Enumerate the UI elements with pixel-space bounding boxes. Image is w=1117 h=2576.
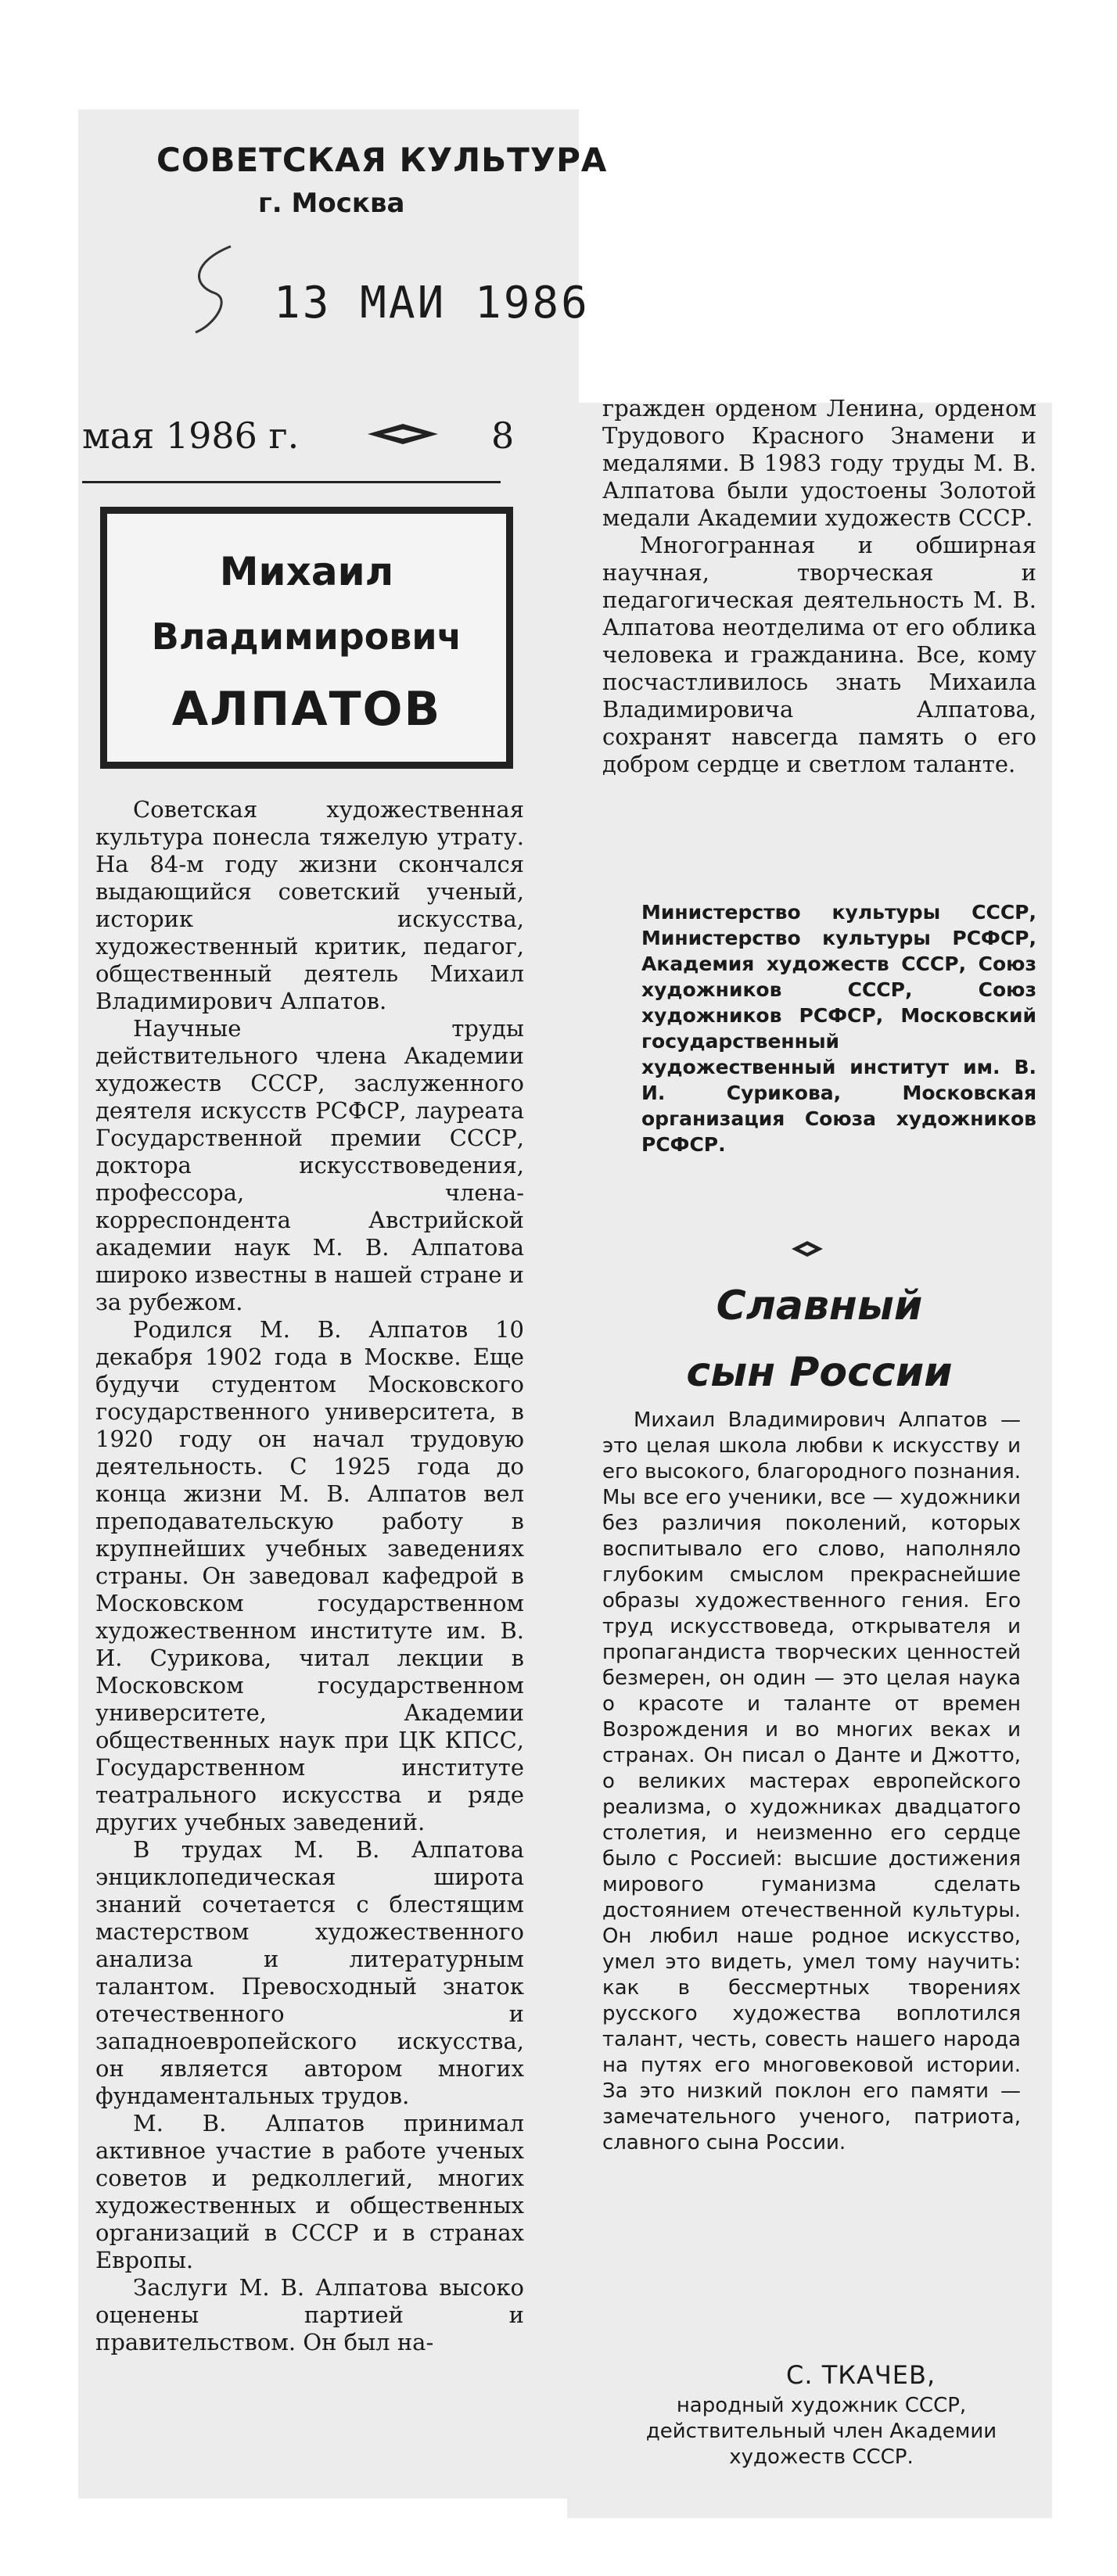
paragraph: М. В. Алпатов принимал активное участие в работе ученых советов и редколлегий, многих художественных и общественных организаций в СССР и в странах Европы. bbox=[95, 2110, 524, 2273]
stamp-newspaper-name: СОВЕТСКАЯ КУЛЬТУРА bbox=[156, 141, 608, 179]
paragraph: Многогранная и обширная научная, творческая и педагогическая деятельность М. В. Алпатова неотделима от его облика человека и гражданина. Все, кому посчастливилось знать Михаила Владимировича Алпатова, сохранят навсегда память о его добром сердце и светлом таланте. bbox=[602, 532, 1037, 777]
paragraph: Родился М. В. Алпатов 10 декабря 1902 года в Москве. Еще будучи студентом Московского государственного университета, в 1920 году он начал трудовую деятельность. С 1925 года до конца жизни М. В. Алпатов вел преподавательскую работу в крупнейших учебных заведениях страны. Он заведовал кафедрой в Московском государственном художественном институте им. В. И. Сурикова, читал лекции в Московском государственном университете, Академии общественных наук при ЦК КПСС, Государственном институте театрального искусства и ряде других учебных заведений. bbox=[95, 1316, 524, 1835]
issue-date: мая 1986 г. bbox=[82, 414, 300, 457]
name-patronymic: Владимирович bbox=[151, 615, 462, 658]
stamp-city: г. Москва bbox=[258, 188, 405, 219]
handwritten-mark-icon bbox=[184, 239, 246, 340]
obituary-right-column bbox=[602, 395, 1036, 778]
stamp-date: 13 МАИ 1986 bbox=[274, 278, 590, 328]
header-rule bbox=[82, 481, 501, 483]
obituary-name-box bbox=[100, 507, 513, 769]
obituary-left-column bbox=[95, 796, 524, 2356]
page-number: 8 bbox=[491, 414, 515, 457]
paragraph: Советская художественная культура понесла тяжелую утрату. На 84-м году жизни скончался выдающийся советский ученый, историк искусства, художественный критик, педагог, общественный деятель Михаил Владимирович Алпатов. bbox=[95, 796, 524, 1014]
paragraph: Научные труды действительного члена Академии художеств СССР, заслуженного деятеля искусств РСФСР, лауреата Государственной премии СССР, доктора искусствоведения, профессора, члена-корреспондента Австрийской академии наук М. В. Алпатова широко известны в нашей стране и за рубежом. bbox=[95, 1015, 524, 1315]
author-name: С. ТКАЧЕВ, bbox=[786, 2360, 936, 2390]
name-first: Михаил bbox=[219, 549, 394, 594]
diamond-separator-icon bbox=[792, 1240, 823, 1258]
paragraph: гражден орденом Ленина, орденом Трудового Красного Знамени и медалями. В 1983 году труды М. В. Алпатова были удостоены Золотой медали Академии художеств СССР. bbox=[602, 395, 1036, 531]
article-title-line1: Славный bbox=[716, 1283, 923, 1329]
name-surname: АЛПАТОВ bbox=[171, 682, 442, 737]
author-role: народный художник СССР, действительный член Академии художеств СССР. bbox=[645, 2394, 997, 2469]
paragraph: Заслуги М. В. Алпатова высоко оценены партией и правительством. Он был на- bbox=[95, 2274, 524, 2355]
paragraph: Михаил Владимирович Алпатов — это целая школа любви к искусству и его высокого, благородного познания. Мы все его ученики, все — художники без различия поколений, которых воспитывало его слово, наполняло глубоким смыслом прекраснейшие образы художественного гения. Его труд искусствоведа, открывателя и пропагандиста творческих ценностей безмерен, он один — это целая наука о красоте и таланте от времен Возрождения и во многих веках и странах. Он писал о Данте и Джотто, о великих мастерах европейского реализма, о художниках двадцатого столетия, и неизменно его сердце было с Россией: высшие достижения мирового гуманизма сделать достоянием отечественной культуры. Он любил наше родное искусство, умел это видеть, умел тому научить: как в бессмертных творениях русского художества воплотился талант, честь, совесть нашего народа на путях его многовековой истории. За это низкий поклон его памяти — замечательного ученого, патриота, славного сына России. bbox=[602, 1408, 1021, 2154]
paragraph: В трудах М. В. Алпатова энциклопедическая широта знаний сочетается с блестящим мастерством художественного анализа и литературным талантом. Превосходный знаток отечественного и западноевропейского искусства, он является автором многих фундаментальных трудов. bbox=[95, 1836, 524, 2109]
article-title-line2: сын России bbox=[686, 1349, 953, 1396]
article-body bbox=[602, 1408, 1021, 2156]
obituary-signers: Министерство культуры СССР, Министерство культуры РСФСР, Академия художеств СССР, Союз художников СССР, Союз художников РСФСР, Московский государственный художественный институт им. В. И. Сурикова, Московская организация Союза художников РСФСР. bbox=[641, 901, 1036, 1156]
diamond-ornament-icon bbox=[368, 422, 438, 446]
